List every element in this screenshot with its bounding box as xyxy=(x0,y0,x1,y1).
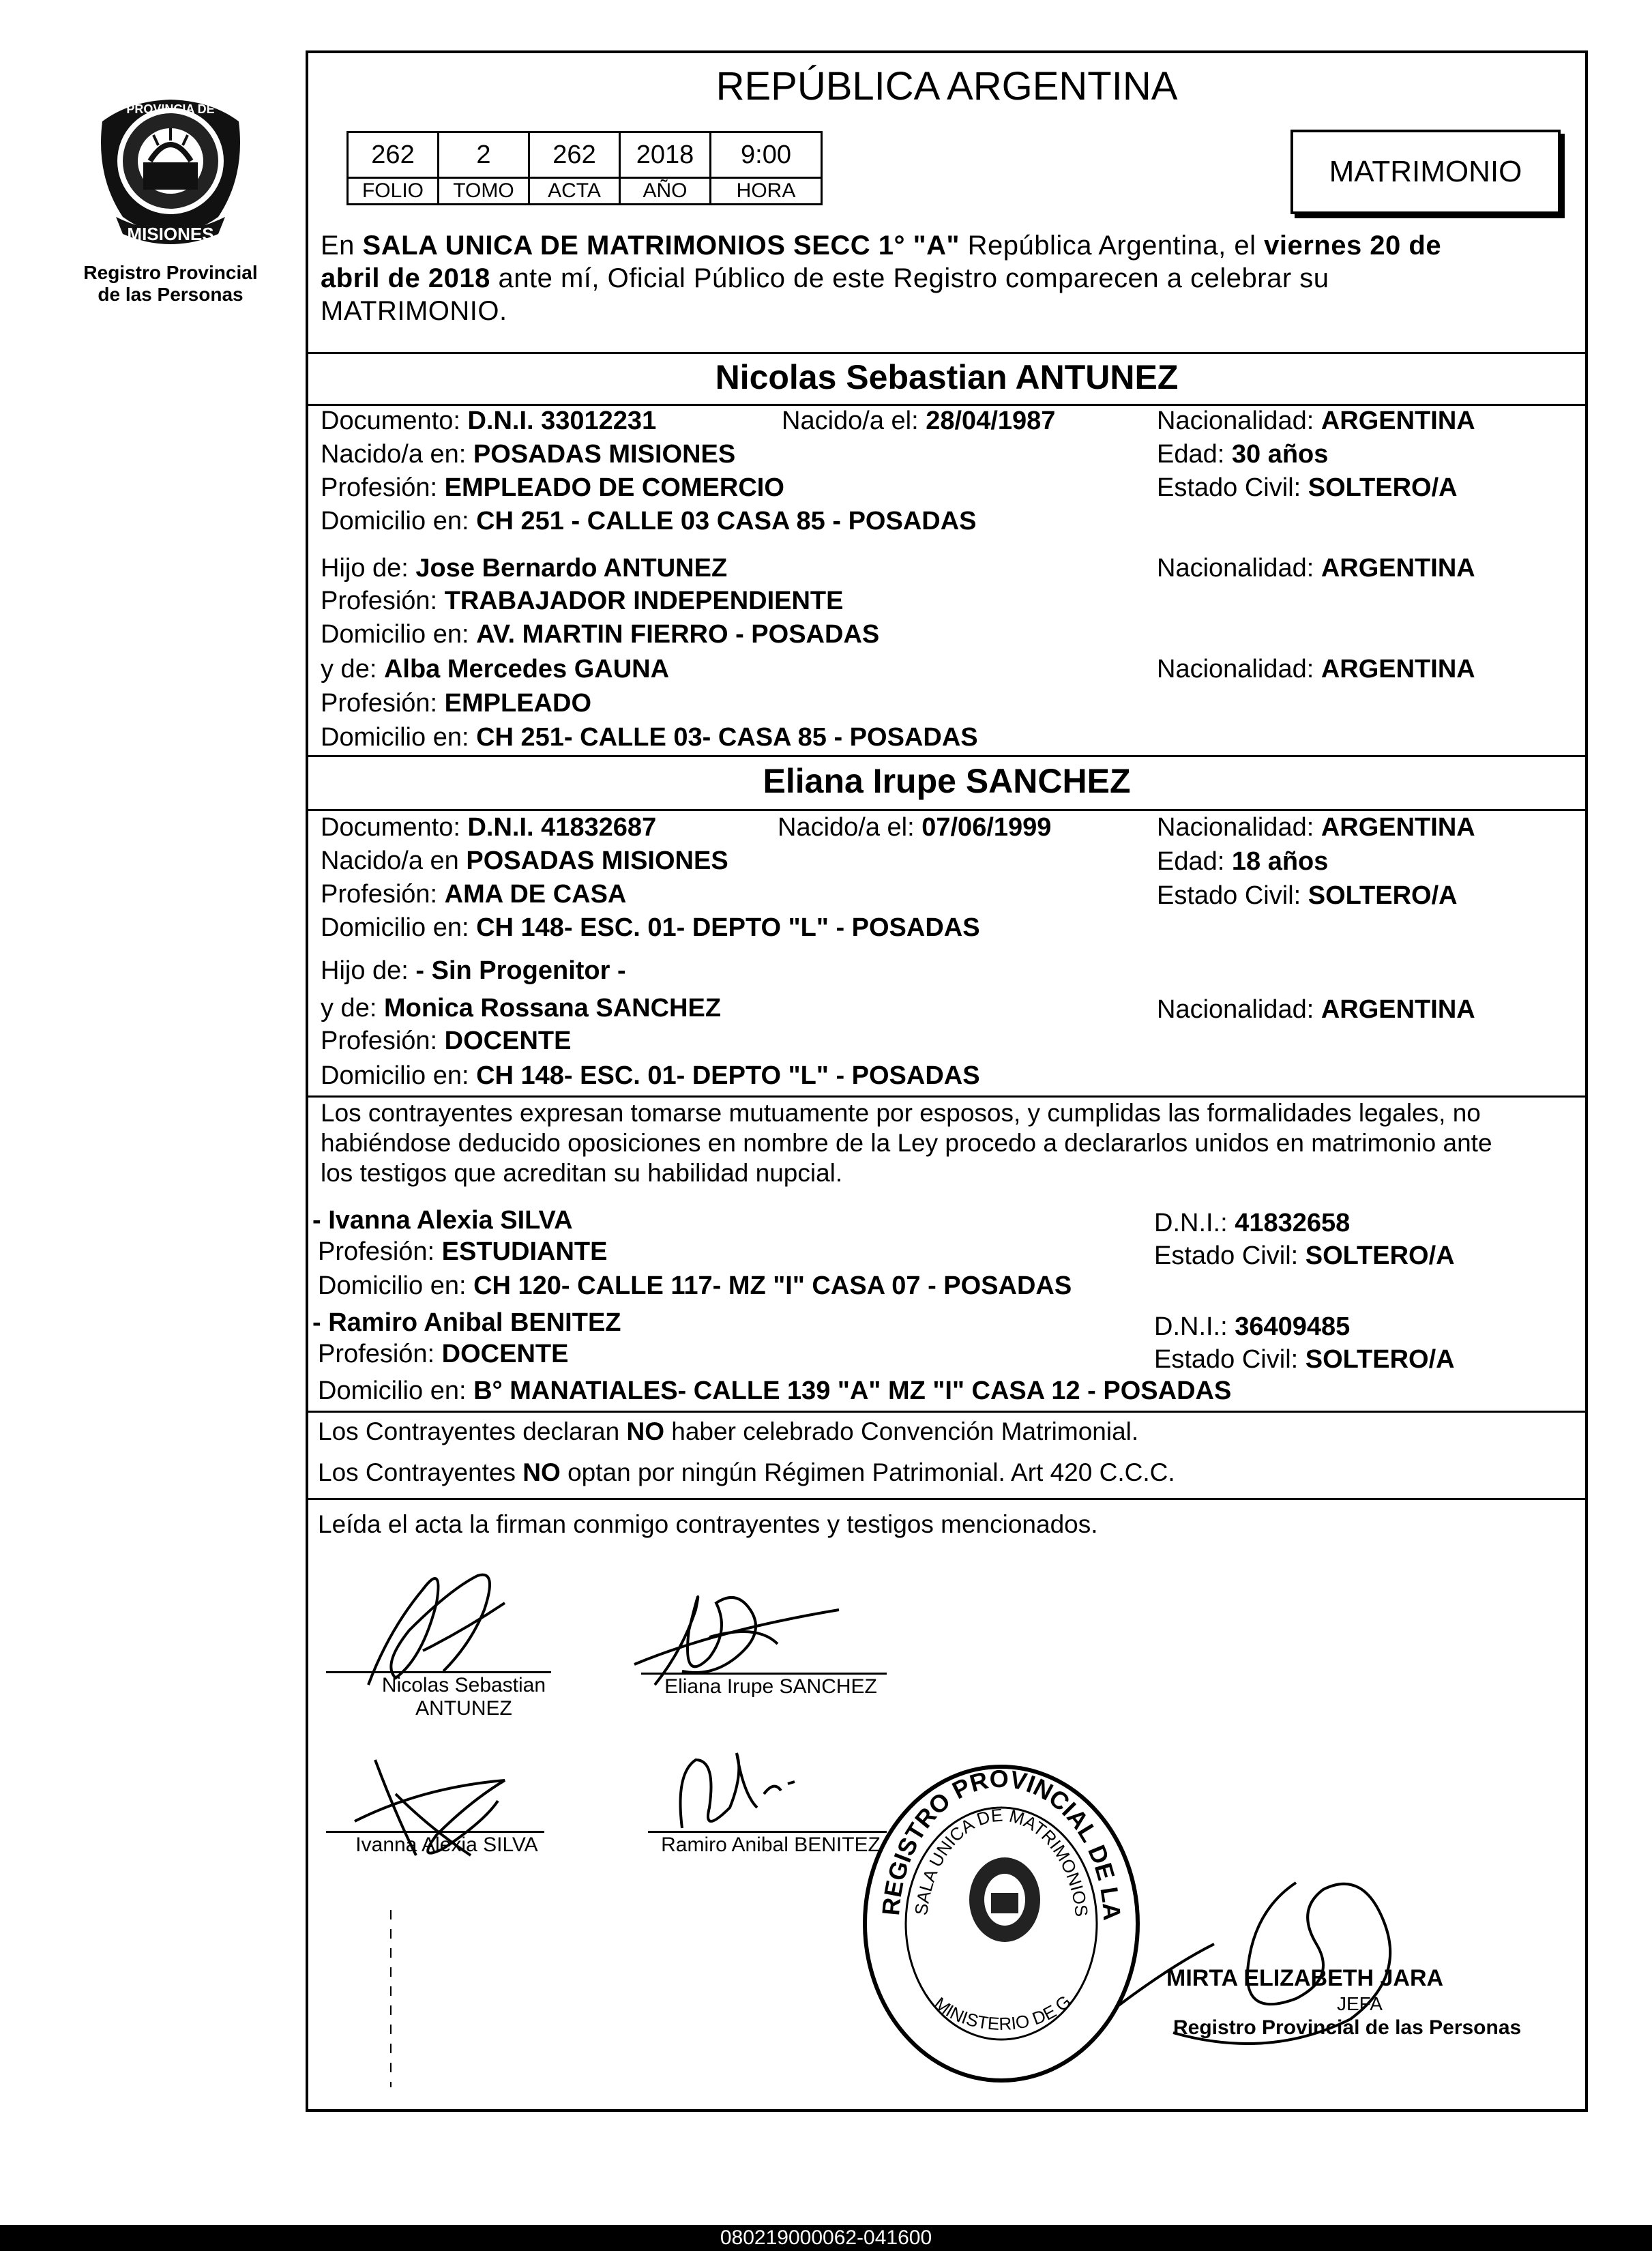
divider xyxy=(306,352,1588,354)
stamp-emblem-icon xyxy=(969,1857,1040,1942)
witness2-address: Domicilio en: B° MANATIALES- CALLE 139 "A" MZ "I" CASA 12 - POSADAS xyxy=(318,1377,1232,1405)
official-name: MIRTA ELIZABETH JARA xyxy=(1166,1965,1444,1991)
divider xyxy=(306,1095,1588,1098)
acta-label: ACTA xyxy=(528,177,621,205)
doc-type-box xyxy=(1290,130,1561,214)
party1-mother-profession: Profesión: EMPLEADO xyxy=(321,689,592,718)
party1-address: Domicilio en: CH 251 - CALLE 03 CASA 85 - POSADAS xyxy=(321,507,977,535)
signature-4-icon xyxy=(655,1733,805,1842)
witness2-profession: Profesión: DOCENTE xyxy=(318,1340,569,1368)
intro-paragraph xyxy=(321,229,1582,327)
party2-doc: Documento: D.N.I. 41832687 xyxy=(321,813,657,842)
party2-profession: Profesión: AMA DE CASA xyxy=(321,880,627,909)
tomo-value: 2 xyxy=(437,131,530,179)
stamp-inner-text: SALA UNICA DE MATRIMONIOS xyxy=(911,1804,1093,1918)
witness2-name: - Ramiro Anibal BENITEZ xyxy=(312,1308,621,1337)
party2-mother-nationality: Nacionalidad: ARGENTINA xyxy=(1157,995,1475,1024)
party2-nationality: Nacionalidad: ARGENTINA xyxy=(1157,813,1475,842)
logo-caption-line1: Registro Provincial xyxy=(83,262,258,283)
page-title: REPÚBLICA ARGENTINA xyxy=(716,64,1178,108)
tomo-label: TOMO xyxy=(437,177,530,205)
witness1-dni: D.N.I.: 41832658 xyxy=(1154,1209,1351,1237)
acta-value: 262 xyxy=(528,131,621,179)
signature-2-caption: Eliana Irupe SANCHEZ xyxy=(664,1675,877,1698)
party1-doc: Documento: D.N.I. 33012231 xyxy=(321,407,657,435)
seal-text-top: PROVINCIA DE xyxy=(126,102,215,116)
divider xyxy=(306,1411,1588,1413)
witness1-name: - Ivanna Alexia SILVA xyxy=(312,1206,573,1235)
party1-born: Nacido/a el: 28/04/1987 xyxy=(782,407,1056,435)
divider xyxy=(306,1498,1588,1500)
ano-value: 2018 xyxy=(619,131,711,179)
official-role: JEFA xyxy=(1337,1993,1383,2014)
official-org: Registro Provincial de las Personas xyxy=(1173,2016,1522,2039)
divider xyxy=(306,755,1588,757)
party1-father: Hijo de: Jose Bernardo ANTUNEZ xyxy=(321,554,728,583)
hora-value: 9:00 xyxy=(709,131,823,179)
witness2-dni: D.N.I.: 36409485 xyxy=(1154,1312,1351,1341)
ano-label: AÑO xyxy=(619,177,711,205)
party1-birthplace: Nacido/a en: POSADAS MISIONES xyxy=(321,440,736,469)
intro-text-4: MATRIMONIO. xyxy=(321,296,507,326)
margin-mark xyxy=(390,1910,392,2087)
convention-line-2: Los Contrayentes NO optan por ningún Régimen Patrimonial. Art 420 C.C.C. xyxy=(318,1458,1175,1486)
intro-text-3: ante mí, Oficial Público de este Registro comparecen a celebrar su xyxy=(490,263,1329,293)
party1-age: Edad: 30 años xyxy=(1157,440,1329,469)
intro-place: SALA UNICA DE MATRIMONIOS SECC 1° "A" xyxy=(362,231,960,261)
logo xyxy=(75,80,266,258)
signature-1-caption: Nicolas Sebastian ANTUNEZ xyxy=(381,1674,546,1720)
witness1-civil-status: Estado Civil: SOLTERO/A xyxy=(1154,1241,1455,1270)
hora-label: HORA xyxy=(709,177,823,205)
party2-mother-profession: Profesión: DOCENTE xyxy=(321,1027,572,1055)
intro-text-2: República Argentina, el xyxy=(959,231,1265,261)
logo-caption xyxy=(55,262,286,306)
party1-father-nationality: Nacionalidad: ARGENTINA xyxy=(1157,554,1475,583)
intro-text-1: En xyxy=(321,231,363,261)
witness2-civil-status: Estado Civil: SOLTERO/A xyxy=(1154,1345,1455,1374)
stamp-bottom-text: MINISTERIO DE G xyxy=(930,1990,1075,2034)
witness1-profession: Profesión: ESTUDIANTE xyxy=(318,1237,608,1266)
party1-father-address: Domicilio en: AV. MARTIN FIERRO - POSADAS xyxy=(321,620,880,649)
party2-born: Nacido/a el: 07/06/1999 xyxy=(778,813,1052,842)
stamp-outer-text: REGISTRO PROVINCIAL DE LA xyxy=(876,1764,1127,1922)
intro-date-2: abril de 2018 xyxy=(321,263,490,293)
declaration-text: Los contrayentes expresan tomarse mutuamente por esposos, y cumplidas las formalidades legales, no habiéndose deducido oposiciones en nombre de la Ley procedo a declararlos unidos en matrimonio ante los testigos que acreditan su habilidad nupcial. xyxy=(321,1099,1492,1187)
party2-civil-status: Estado Civil: SOLTERO/A xyxy=(1157,881,1458,910)
party1-father-profession: Profesión: TRABAJADOR INDEPENDIENTE xyxy=(321,587,844,615)
provincial-seal-icon xyxy=(75,80,266,258)
folio-label: FOLIO xyxy=(346,177,439,205)
party1-mother: y de: Alba Mercedes GAUNA xyxy=(321,655,670,683)
party1-name: Nicolas Sebastian ANTUNEZ xyxy=(715,358,1179,396)
party1-mother-address: Domicilio en: CH 251- CALLE 03- CASA 85 - POSADAS xyxy=(321,723,978,752)
party2-name: Eliana Irupe SANCHEZ xyxy=(763,762,1131,800)
party2-mother-address: Domicilio en: CH 148- ESC. 01- DEPTO "L" - POSADAS xyxy=(321,1061,980,1090)
convention-line-1: Los Contrayentes declaran NO haber celebrado Convención Matrimonial. xyxy=(318,1417,1139,1445)
signature-4-caption: Ramiro Anibal BENITEZ xyxy=(661,1834,881,1856)
party2-father: Hijo de: - Sin Progenitor - xyxy=(321,956,626,985)
party1-civil-status: Estado Civil: SOLTERO/A xyxy=(1157,473,1458,502)
signature-line xyxy=(326,1831,544,1833)
signature-3-icon xyxy=(334,1733,552,1883)
party1-mother-nationality: Nacionalidad: ARGENTINA xyxy=(1157,655,1475,683)
party2-birthplace: Nacido/a en POSADAS MISIONES xyxy=(321,847,728,875)
signature-line xyxy=(326,1671,551,1673)
logo-caption-line2: de las Personas xyxy=(98,284,244,305)
party2-mother: y de: Monica Rossana SANCHEZ xyxy=(321,994,722,1022)
doc-type-label: MATRIMONIO xyxy=(1329,155,1522,188)
folio-value: 262 xyxy=(346,131,439,179)
party2-address: Domicilio en: CH 148- ESC. 01- DEPTO "L" - POSADAS xyxy=(321,913,980,942)
party1-nationality: Nacionalidad: ARGENTINA xyxy=(1157,407,1475,435)
signature-line xyxy=(641,1673,887,1675)
signature-3-caption: Ivanna Alexia SILVA xyxy=(355,1834,538,1856)
witness1-address: Domicilio en: CH 120- CALLE 117- MZ "I" CASA 07 - POSADAS xyxy=(318,1271,1072,1300)
intro-date-1: viernes 20 de xyxy=(1264,231,1442,261)
footer-code: 080219000062-041600 xyxy=(720,2226,932,2249)
divider xyxy=(306,809,1588,811)
party1-profession: Profesión: EMPLEADO DE COMERCIO xyxy=(321,473,784,502)
seal-text-bottom: MISIONES xyxy=(127,224,214,244)
closing-text: Leída el acta la firman conmigo contrayentes y testigos mencionados. xyxy=(318,1510,1098,1538)
party2-age: Edad: 18 años xyxy=(1157,847,1329,876)
